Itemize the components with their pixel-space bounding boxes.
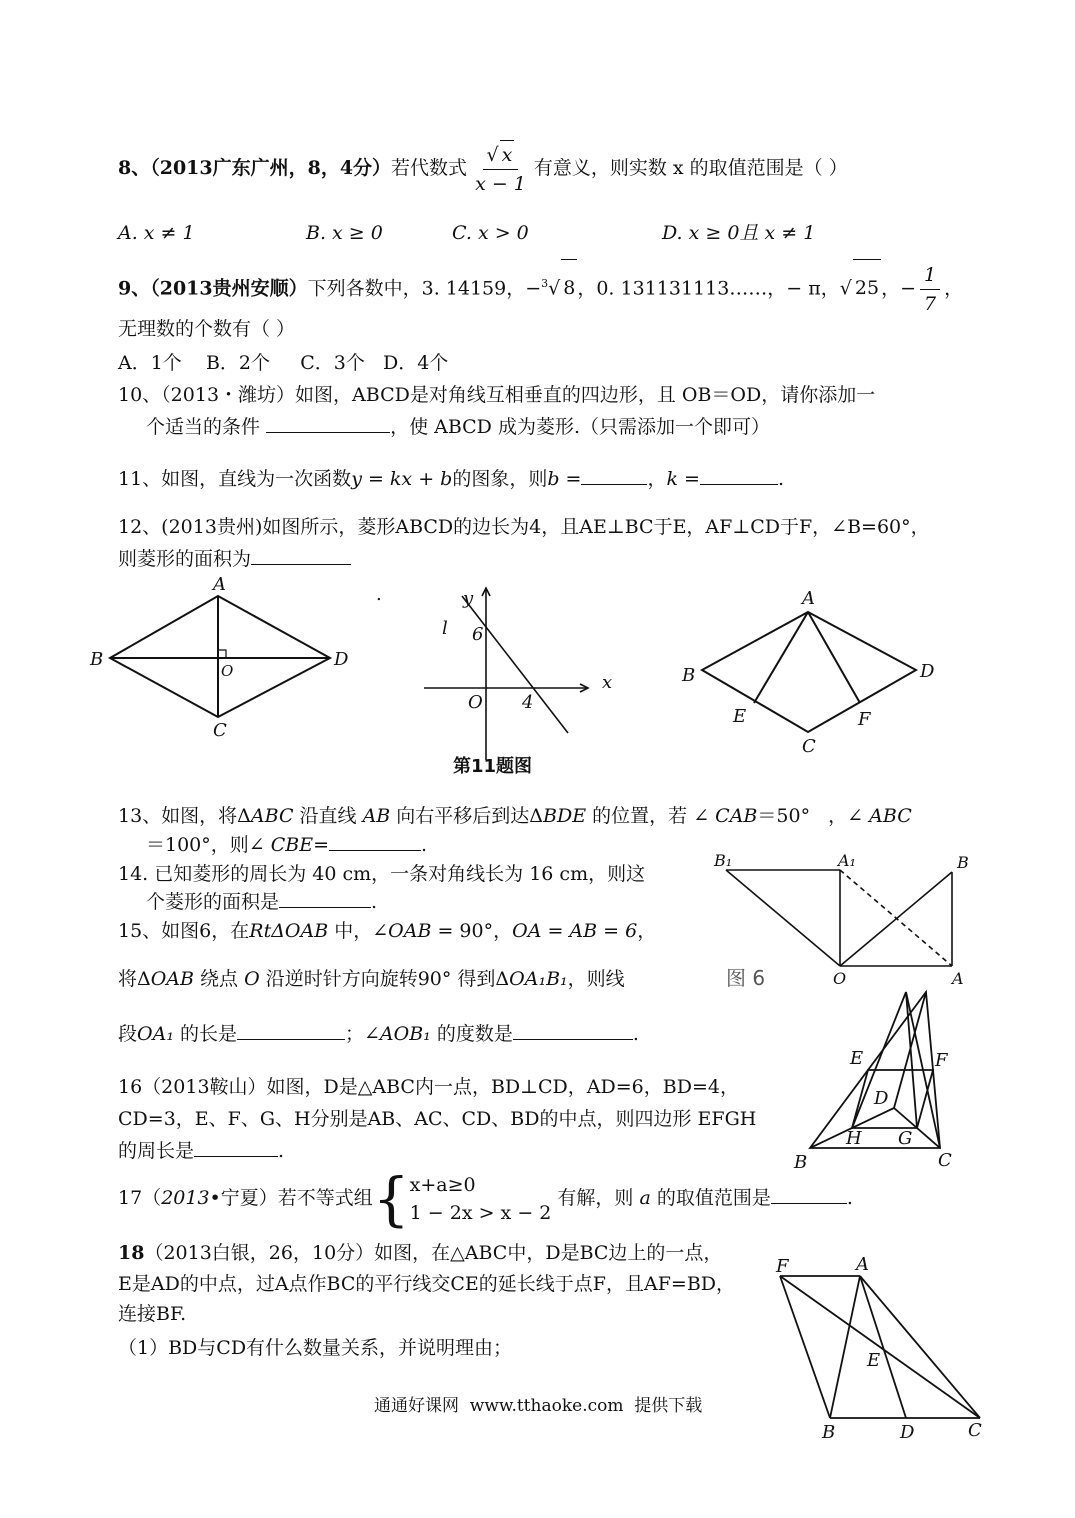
fig6-label-a1: A₁: [838, 851, 856, 870]
q8-text-b: 有意义，则实数 x 的取值范围是（ ）: [533, 157, 848, 179]
fig16-label-g: G: [898, 1128, 913, 1149]
q8-text-a: 若代数式: [391, 157, 468, 179]
q11-function: y = kx + b: [351, 468, 453, 490]
q13-line2: ＝100°，则∠ CBE= .: [146, 834, 428, 856]
q11-k-label: k =: [666, 468, 700, 490]
fig6-label-o: O: [833, 969, 847, 988]
q15-blank-2: [513, 1021, 633, 1040]
fig18-label-f: F: [776, 1256, 789, 1277]
q9-text-d: ，: [944, 277, 964, 300]
svg-text:.: .: [376, 584, 382, 605]
q17-ineq1: x+a≥0: [409, 1174, 476, 1196]
q10-line2: 个适当的条件 ，使 ABCD 成为菱形.（只需添加一个即可）: [146, 416, 770, 438]
q14-line1: 14. 已知菱形的周长为 40 cm，一条对角线长为 16 cm，则这: [118, 863, 646, 885]
q14-line2: 个菱形的面积是 .: [146, 891, 378, 913]
q8-option-c: C. x > 0: [452, 222, 529, 244]
fig11-label-l: l: [442, 618, 448, 639]
q9-prefix: 9、（2013贵州安顺）: [118, 277, 308, 300]
q8-prefix: 8、（2013广东广州，8，4分）: [118, 157, 392, 179]
q16-line3: 的周长是 .: [118, 1140, 285, 1162]
q9-text-b: ，0. 131131113……，− π，: [577, 277, 840, 300]
fig12-label-f: F: [858, 709, 871, 730]
q18-line3: 连接BF.: [118, 1303, 187, 1325]
fig10-label-c: C: [213, 720, 227, 741]
fig10-label-o: O: [221, 662, 234, 680]
q8-option-a: A. x ≠ 1: [118, 222, 195, 244]
fig6-caption: 图 6: [726, 966, 766, 990]
q18-line2: E是AD的中点，过A点作BC的平行线交CE的延长线于点F，且AF=BD，: [118, 1273, 736, 1295]
q17-system: [410, 1171, 552, 1227]
fig18-label-d: D: [900, 1422, 915, 1443]
fig12-label-a: A: [802, 588, 815, 609]
fig16-label-c: C: [938, 1150, 952, 1171]
fig12-label-e: E: [733, 706, 747, 727]
q8-option-b: B. x ≥ 0: [306, 222, 383, 244]
q8-denominator: x − 1: [475, 173, 526, 195]
q15-line1: 15、如图6，在RtΔOAB 中，∠OAB = 90°，OA = AB = 6，: [118, 920, 657, 942]
q9-cube-index: 3: [541, 277, 549, 290]
q11-line: 11、如图，直线为一次函数y = kx + b的图象，则b = ，k = .: [118, 468, 784, 490]
q13-answer-blank: [329, 832, 421, 851]
fig16-label-e: E: [850, 1048, 864, 1069]
q9-text-a: 下列各数中，3. 14159，−: [307, 277, 542, 300]
q13-line1: 13、如图，将ΔABC 沿直线 AB 向右平移后到达ΔBDE 的位置，若 ∠ CAB＝50° ，∠ ABC: [118, 805, 912, 827]
q18-line1: 18（2013白银，26，10分）如图，在△ABC中，D是BC边上的一点，: [118, 1242, 723, 1264]
q11-b-label: b =: [547, 468, 582, 490]
q9-fraction: $\frac{1}{7}$: [920, 261, 940, 318]
q17-ineq2: 1 − 2x > x − 2: [409, 1202, 552, 1224]
fig16-label-h: H: [846, 1128, 862, 1149]
q15-blank-1: [237, 1021, 345, 1040]
fig16-label-f: F: [935, 1050, 948, 1071]
fig11-caption: 第11题图: [453, 756, 533, 777]
q8-line: [118, 138, 848, 198]
fig18-label-c: C: [968, 1420, 982, 1441]
fig18-label-a: A: [856, 1254, 869, 1275]
fig12-label-c: C: [802, 736, 816, 757]
fig11-label-x: x: [602, 672, 613, 693]
fig12-label-d: D: [920, 661, 935, 682]
q10-line1: 10、（2013・潍坊）如图，ABCD是对角线互相垂直的四边形，且 OB＝OD，请你添加一: [118, 384, 876, 406]
fig18-label-e: E: [867, 1350, 881, 1371]
q12-line2: 则菱形的面积为: [118, 546, 351, 572]
q15-line3: 段OA₁ 的长是 ；∠AOB₁ 的度数是 .: [118, 1023, 639, 1045]
q9-sqrt-radicand: 25: [853, 259, 881, 316]
q9-cube-radicand: 8: [561, 259, 577, 316]
fig16-label-d: D: [874, 1088, 889, 1109]
fig6-label-b: B: [957, 853, 969, 872]
q9-line1: 9、（2013贵州安顺）下列各数中，3. 14159，−$^3$√ 8 ，0. 131131113……，− π，√ 25 ，− $\frac{1}{7}$ ，: [118, 256, 963, 318]
q17-answer-blank: [771, 1185, 847, 1204]
fig11-label-four: 4: [522, 692, 534, 713]
fig12-label-b: B: [682, 665, 696, 686]
q18-line4: （1）BD与CD有什么数量关系，并说明理由；: [118, 1337, 513, 1359]
q11-k-blank: [700, 466, 778, 485]
fig16-label-b: B: [794, 1152, 808, 1173]
q9-options: A．1个 B．2个 C．3个 D．4个: [118, 352, 449, 374]
q15-line2: 将ΔOAB 绕点 O 沿逆时针方向旋转90° 得到ΔOA₁B₁，则线: [118, 968, 625, 990]
fig18-label-b: B: [822, 1422, 836, 1443]
q16-line1: 16（2013鞍山）如图，D是△ABC内一点，BD⊥CD，AD=6，BD=4，: [118, 1076, 739, 1098]
q10-answer-blank: [266, 414, 390, 433]
fig6-label-a: A: [952, 969, 964, 988]
q16-line2: CD=3，E、F、G、H分别是AB、AC、CD、BD的中点，则四边形 EFGH: [118, 1108, 757, 1130]
fig11-label-six: 6: [472, 624, 484, 645]
q17-brace: {: [372, 1165, 410, 1233]
q12-answer-blank: [251, 546, 351, 565]
fig10-label-d: D: [334, 649, 349, 670]
fig10-label-b: B: [90, 649, 104, 670]
q16-answer-blank: [194, 1138, 278, 1157]
page-footer: 通通好课网 www.tthaoke.com 提供下载: [374, 1396, 703, 1416]
fig11-label-o: O: [468, 692, 483, 713]
q12-line1: 12、(2013贵州)如图所示，菱形ABCD的边长为4，且AE⊥BC于E，AF⊥CD于F，∠B=60°，: [118, 516, 930, 538]
q8-option-d: D. x ≥ 0且 x ≠ 1: [662, 222, 816, 244]
q11-b-blank: [581, 466, 647, 485]
q8-fraction: $\frac{√ x}{x - 1}$: [471, 140, 530, 198]
q14-answer-blank: [279, 889, 371, 908]
fig6-label-b1: B₁: [714, 851, 733, 870]
q9-text-c: ，−: [881, 277, 916, 300]
q8-radicand: x: [500, 140, 515, 169]
q17-line: 17（2013•宁夏）若不等式组{ x+a≥0 1 − 2x > x − 2 有解，则 a 的取值范围是 .: [118, 1165, 853, 1233]
fig10-label-a: A: [213, 574, 226, 595]
q9-line2: 无理数的个数有（ ）: [118, 318, 296, 340]
fig11-label-y: y: [463, 588, 474, 609]
